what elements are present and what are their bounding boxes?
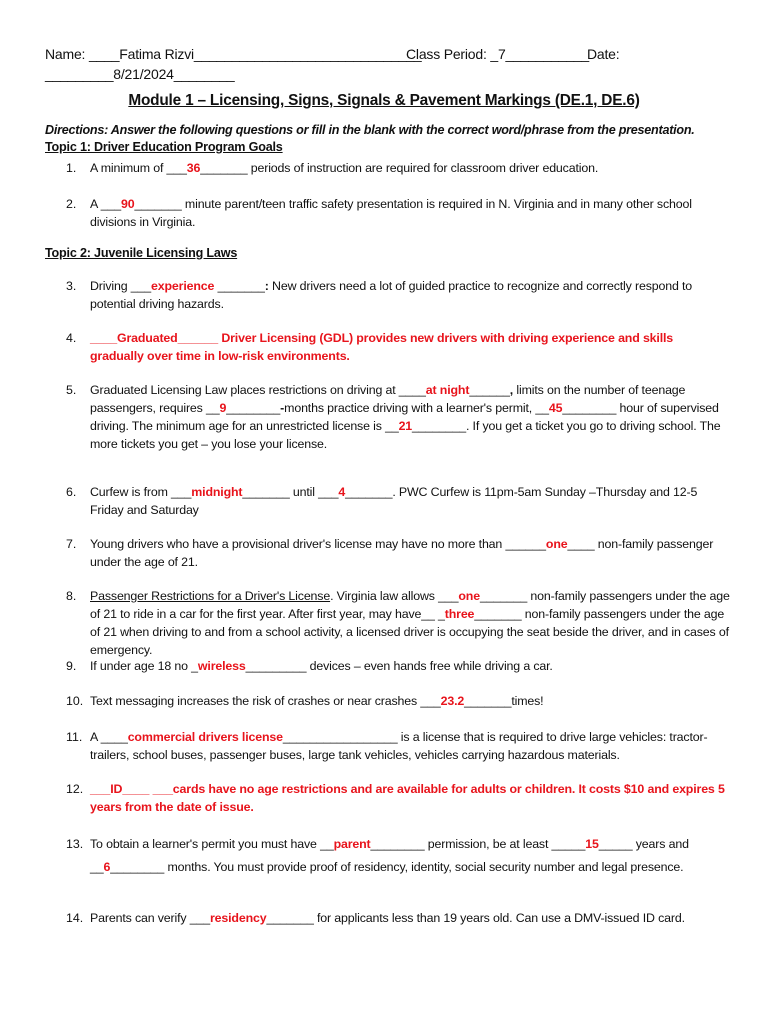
question-5-number: 5.: [66, 383, 77, 397]
directions: Directions: Answer the following questions or fill in the blank with the correct word/phrase from the presentation.: [45, 123, 695, 137]
answer-6[interactable]: 6: [103, 860, 111, 874]
answer-21[interactable]: 21: [398, 419, 413, 433]
answer-45[interactable]: 45: [548, 401, 563, 415]
question-text: A ___: [90, 197, 121, 211]
question-text: _______ non-family passengers under the age of 21 when driving to and from a school activity, a licensed driver is occupying the seat beside the driver, and in cases of emergency.: [90, 607, 729, 657]
question-9-number: 9.: [66, 659, 77, 673]
name-value[interactable]: ____Fatima Rizvi______________________________: [88, 46, 422, 62]
question-text: ____ ___cards have no age restrictions and are available for adults or children. It costs $10 and expires 5 years from the date of issue.: [90, 782, 725, 814]
answer-90[interactable]: 90: [120, 197, 135, 211]
question-text: _______ minute parent/teen traffic safety presentation is required in N. Virginia and in many other school divisions in Virginia.: [90, 197, 692, 229]
question-text: limits on the number of teenage passengers, requires __: [90, 383, 686, 415]
question-3-number: 3.: [66, 279, 77, 293]
name-label: Name:: [45, 46, 86, 62]
question-11-number: 11.: [66, 730, 83, 744]
question-text: ________ months. You must provide proof of residency, identity, social security number and legal presence.: [110, 860, 684, 874]
question-text: ,: [509, 383, 514, 397]
date-label: Date:: [587, 46, 620, 62]
question-text: . Virginia law allows ___: [330, 589, 459, 603]
question-13-line-2: [90, 858, 730, 876]
question-text: _______ periods of instruction are required for classroom driver education.: [200, 161, 599, 175]
question-14-number: 14.: [66, 911, 84, 925]
answer-15[interactable]: 15: [585, 837, 599, 851]
question-text: Driving ___: [90, 279, 152, 293]
question-text: ____ non-family passenger under the age of 21.: [90, 537, 714, 569]
question-12-number: 12.: [66, 782, 84, 796]
question-text: Young drivers who have a provisional driver's license may have no more than ______: [90, 537, 546, 551]
answer-one[interactable]: one: [545, 537, 568, 551]
topic-2-heading: Topic 2: Juvenile Licensing Laws: [45, 246, 238, 260]
question-10-number: 10.: [66, 694, 84, 708]
question-text: Graduated Licensing Law places restrictions on driving at ____: [90, 383, 426, 397]
question-7: [90, 535, 730, 571]
question-9: [90, 657, 730, 675]
question-text: _______ until ___: [242, 485, 339, 499]
question-text: ________ permission, be at least _____: [370, 837, 586, 851]
answer-9[interactable]: 9: [219, 401, 227, 415]
question-11: [90, 728, 730, 764]
question-2: [90, 195, 730, 231]
question-1: [90, 159, 730, 177]
answer-4[interactable]: 4: [338, 485, 346, 499]
question-text: Curfew is from ___: [90, 485, 192, 499]
question-7-number: 7.: [66, 537, 77, 551]
answer-three[interactable]: three: [444, 607, 475, 621]
question-text: months practice driving with a learner's permit, __: [284, 401, 549, 415]
passenger-restrictions-heading: Passenger Restrictions for a Driver's License: [90, 589, 331, 603]
question-text: :: [264, 279, 269, 293]
question-13-number: 13.: [66, 837, 84, 851]
answer-at-night[interactable]: at night: [425, 383, 470, 397]
question-text: _________ devices – even hands free while driving a car.: [245, 659, 553, 673]
question-text: _______ non-family passengers under the age of 21 to ride in a car for the first year. After first year, may have__ _: [90, 589, 730, 621]
question-text: _______ for applicants less than 19 years old. Can use a DMV-issued ID card.: [266, 911, 685, 925]
topic-1-heading: Topic 1: Driver Education Program Goals: [45, 140, 283, 154]
answer-experience[interactable]: experience: [151, 279, 215, 293]
answer-parent[interactable]: parent: [333, 837, 371, 851]
question-text: ________: [226, 401, 281, 415]
question-text: _______: [214, 279, 265, 293]
question-text: _____ years and: [598, 837, 689, 851]
question-3: [90, 277, 730, 313]
question-14: [90, 909, 730, 927]
question-text: ______ Driver Licensing (GDL) provides new drivers with driving experience and skills gradually over time in low-risk environments.: [90, 331, 674, 363]
class-period-label: Class Period:: [406, 46, 487, 62]
question-4-number: 4.: [66, 331, 77, 345]
class-period-line: [406, 45, 589, 63]
answer-residency[interactable]: residency: [209, 911, 267, 925]
question-5: [90, 381, 730, 453]
question-text: A ____: [90, 730, 128, 744]
answer-midnight[interactable]: midnight: [191, 485, 243, 499]
answer-36[interactable]: 36: [186, 161, 201, 175]
class-period-value[interactable]: _7___________: [490, 46, 589, 62]
question-text: New drivers need a lot of guided practice to recognize and correctly respond to potential driving hazards.: [90, 279, 693, 311]
answer-id[interactable]: ID: [110, 782, 123, 796]
answer-23-2[interactable]: 23.2: [440, 694, 465, 708]
page-title: Module 1 – Licensing, Signs, Signals & Pavement Markings (DE.1, DE.6): [128, 92, 640, 109]
answer-commercial-drivers-license[interactable]: commercial drivers license: [127, 730, 283, 744]
question-4: [90, 329, 730, 365]
question-8-number: 8.: [66, 589, 77, 603]
question-2-number: 2.: [66, 197, 77, 211]
answer-graduated[interactable]: Graduated: [116, 331, 178, 345]
name-line: [45, 45, 422, 63]
question-10: [90, 692, 730, 710]
question-12: [90, 780, 730, 816]
question-6-number: 6.: [66, 485, 77, 499]
question-13-line-1: [90, 835, 730, 853]
question-text: -: [280, 401, 285, 415]
question-text: ________ hour of supervised driving. The minimum age for an unrestricted license is __: [90, 401, 719, 433]
question-6: [90, 483, 730, 519]
question-text: __: [90, 860, 104, 874]
answer-wireless[interactable]: wireless: [197, 659, 246, 673]
question-text: Text messaging increases the risk of crashes or near crashes ___: [90, 694, 441, 708]
question-text: _______times!: [464, 694, 544, 708]
question-1-number: 1.: [66, 161, 77, 175]
question-text: ______: [469, 383, 510, 397]
date-value[interactable]: _________8/21/2024________: [45, 66, 235, 82]
question-text: _______. PWC Curfew is 11pm-5am Sunday –Thursday and 12-5 Friday and Saturday: [90, 485, 698, 517]
date-label-line: [587, 45, 619, 63]
question-text: A minimum of ___: [90, 161, 187, 175]
question-8: [90, 587, 730, 659]
date-value-line: [45, 65, 234, 83]
question-text: Parents can verify ___: [90, 911, 210, 925]
question-text: If under age 18 no _: [90, 659, 198, 673]
answer-blank: ____: [90, 331, 117, 345]
answer-blank: ___: [90, 782, 111, 796]
answer-one[interactable]: one: [458, 589, 480, 603]
question-text: _________________ is a license that is required to drive large vehicles: tractor-trailers, school buses, passenger buses, large tank vehicles, vehicles carrying hazardous materials.: [90, 730, 708, 762]
question-text: To obtain a learner's permit you must have __: [90, 837, 334, 851]
question-text: ________. If you get a ticket you go to driving school. The more tickets you get – you lose your license.: [90, 419, 721, 451]
